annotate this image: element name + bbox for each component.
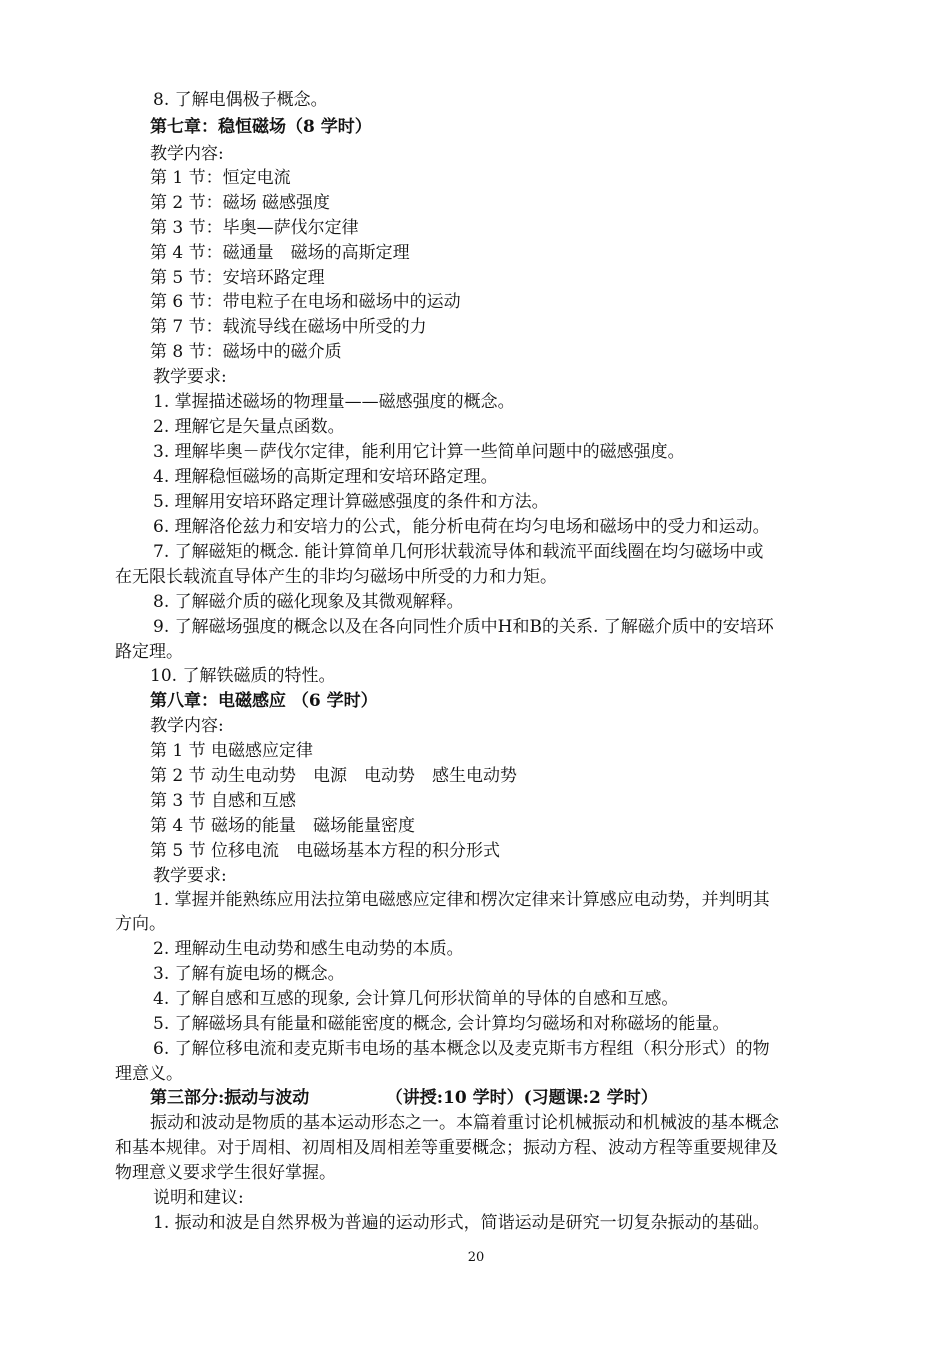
- list-item: 7. 了解磁矩的概念. 能计算简单几何形状载流导体和载流平面线圈在均匀磁场中或: [153, 542, 764, 562]
- list-item: 6. 了解位移电流和麦克斯韦电场的基本概念以及麦克斯韦方程组（积分形式）的物: [153, 1039, 770, 1059]
- text-line: 教学内容:: [150, 144, 224, 164]
- list-item: 3. 理解毕奥－萨伐尔定律，能利用它计算一些简单问题中的磁感强度。: [153, 442, 685, 462]
- list-item: 6. 理解洛伦兹力和安培力的公式，能分析电荷在均匀电场和磁场中的受力和运动。: [153, 517, 770, 537]
- list-item: 第 4 节：磁通量 磁场的高斯定理: [150, 243, 410, 263]
- list-item: 4. 理解稳恒磁场的高斯定理和安培环路定理。: [153, 467, 498, 487]
- list-item: 4. 了解自感和互感的现象, 会计算几何形状简单的导体的自感和互感。: [153, 989, 679, 1009]
- page-number: 20: [467, 1250, 485, 1265]
- list-item: 1. 掌握并能熟练应用法拉第电磁感应定律和楞次定律来计算感应电动势，并判明其: [153, 890, 770, 910]
- list-item: 第 2 节 动生电动势 电源 电动势 感生电动势: [150, 766, 518, 786]
- list-item: 5. 理解用安培环路定理计算磁感强度的条件和方法。: [153, 492, 549, 512]
- list-item: 第 4 节 磁场的能量 磁场能量密度: [150, 816, 416, 836]
- text-line: 教学要求:: [153, 367, 227, 387]
- paragraph-line: 物理意义要求学生很好掌握。: [115, 1163, 336, 1183]
- text-line: 8. 了解电偶极子概念。: [153, 90, 328, 110]
- list-item: 第 2 节：磁场 磁感强度: [150, 193, 331, 213]
- list-item: 2. 理解动生电动势和感生电动势的本质。: [153, 939, 464, 959]
- text-line: 方向。: [115, 914, 166, 934]
- list-item: 第 7 节：载流导线在磁场中所受的力: [150, 317, 427, 337]
- text-line: 说明和建议:: [153, 1188, 244, 1208]
- list-item: 第 3 节：毕奥—萨伐尔定律: [150, 218, 359, 238]
- list-item: 1. 掌握描述磁场的物理量——磁感强度的概念。: [153, 392, 515, 412]
- text-line: 路定理。: [115, 642, 183, 662]
- chapter-heading: 第八章：电磁感应 （6 学时）: [150, 691, 378, 711]
- list-item: 3. 了解有旋电场的概念。: [153, 964, 345, 984]
- list-item: 10. 了解铁磁质的特性。: [150, 666, 336, 686]
- text-line: 教学要求:: [153, 866, 227, 886]
- chapter-heading: 第七章：稳恒磁场（8 学时）: [150, 117, 372, 137]
- list-item: 2. 理解它是矢量点函数。: [153, 417, 345, 437]
- list-item: 8. 了解磁介质的磁化现象及其微观解释。: [153, 592, 464, 612]
- list-item: 1. 振动和波是自然界极为普遍的运动形式，简谐运动是研究一切复杂振动的基础。: [153, 1213, 770, 1233]
- part-heading: 第三部分:振动与波动 （讲授:10 学时）(习题课:2 学时）: [150, 1088, 658, 1108]
- paragraph-line: 和基本规律。对于周相、初周相及周相差等重要概念；振动方程、波动方程等重要规律及: [115, 1138, 778, 1158]
- text-line: 理意义。: [115, 1064, 183, 1084]
- list-item: 第 3 节 自感和互感: [150, 791, 297, 811]
- paragraph-line: 振动和波动是物质的基本运动形态之一。本篇着重讨论机械振动和机械波的基本概念: [150, 1113, 779, 1133]
- text-line: 在无限长载流直导体产生的非均匀磁场中所受的力和力矩。: [115, 567, 557, 587]
- list-item: 9. 了解磁场强度的概念以及在各向同性介质中H和B的关系. 了解磁介质中的安培环: [153, 617, 774, 637]
- list-item: 第 8 节：磁场中的磁介质: [150, 342, 342, 362]
- list-item: 5. 了解磁场具有能量和磁能密度的概念, 会计算均匀磁场和对称磁场的能量。: [153, 1014, 730, 1034]
- list-item: 第 1 节 电磁感应定律: [150, 741, 314, 761]
- list-item: 第 6 节：带电粒子在电场和磁场中的运动: [150, 292, 461, 312]
- text-line: 教学内容:: [150, 716, 224, 736]
- list-item: 第 1 节：恒定电流: [150, 168, 291, 188]
- list-item: 第 5 节 位移电流 电磁场基本方程的积分形式: [150, 841, 501, 861]
- list-item: 第 5 节：安培环路定理: [150, 268, 325, 288]
